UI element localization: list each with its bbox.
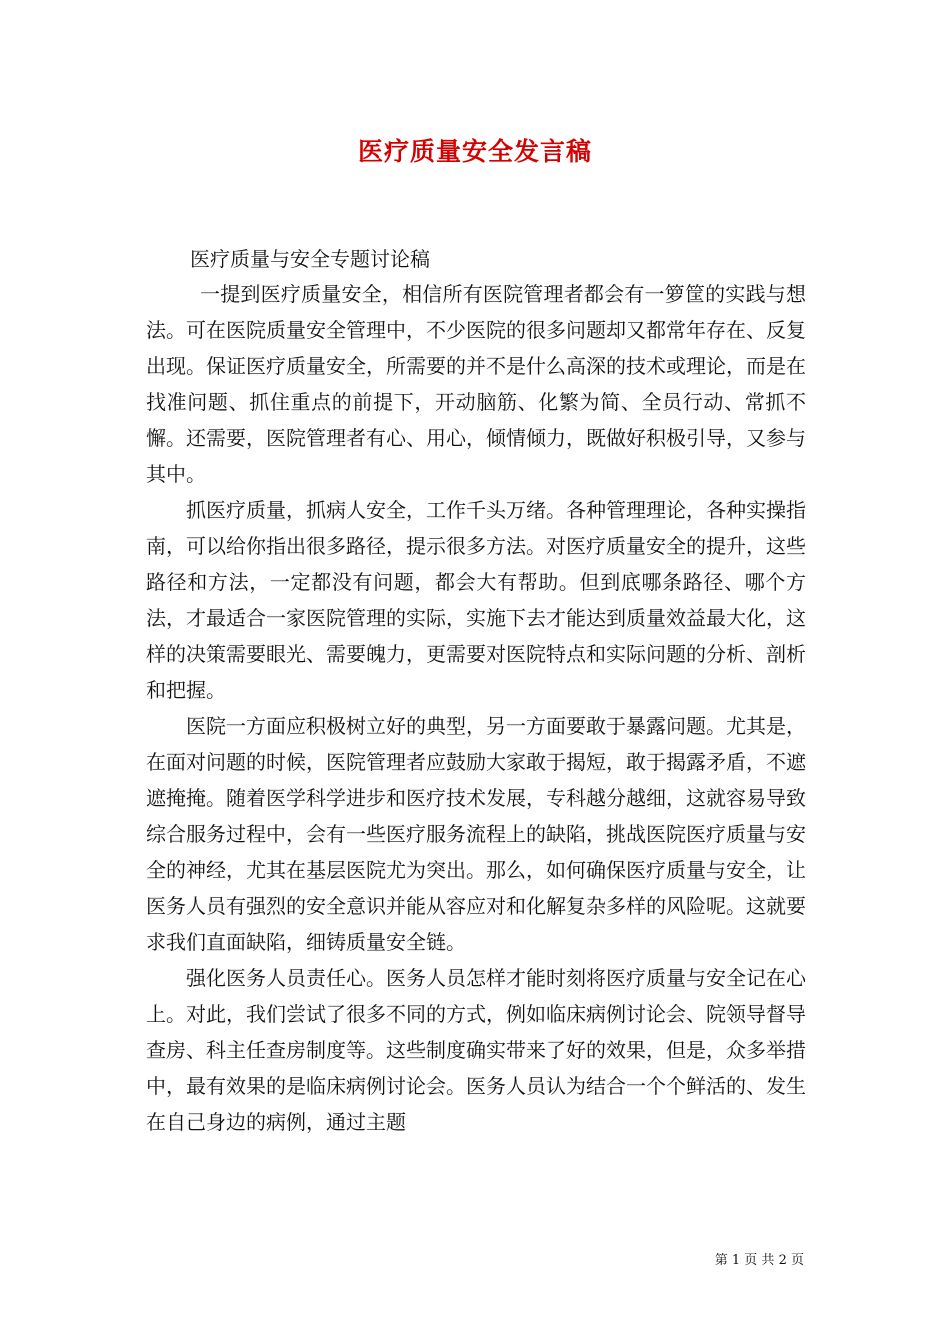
document-title: 医疗质量安全发言稿 <box>357 137 592 166</box>
footer-middle: 页 共 <box>744 1253 775 1268</box>
document-subtitle: 医疗质量与安全专题讨论稿 <box>190 247 430 271</box>
footer-current-page: 1 <box>731 1253 741 1268</box>
paragraph-3: 医院一方面应积极树立好的典型，另一方面要敢于暴露问题。尤其是，在面对问题的时候，医院管理者应鼓励大家敢于揭短，敢于揭露矛盾，不遮遮掩掩。随着医学科学进步和医疗技术发展，专科越分越细，这就容易导致综合服务过程中，会有一些医疗服务流程上的缺陷，挑战医院医疗质量与安全的神经，尤其在基层医院尤为突出。那么，如何确保医疗质量与安全，让医务人员有强烈的安全意识并能从容应对和化解复杂多样的风险呢。这就要求我们直面缺陷，细铸质量安全链。 <box>146 714 806 954</box>
page-number-footer <box>715 1249 804 1268</box>
footer-suffix: 页 <box>790 1253 804 1268</box>
paragraph-2: 抓医疗质量，抓病人安全，工作千头万绪。各种管理理论，各种实操指南，可以给你指出很多路径，提示很多方法。对医疗质量安全的提升，这些路径和方法，一定都没有问题，都会大有帮助。但到底哪条路径、哪个方法，才最适合一家医院管理的实际，实施下去才能达到质量效益最大化，这样的决策需要眼光、需要魄力，更需要对医院特点和实际问题的分析、剖析和把握。 <box>146 498 806 702</box>
paragraph-4: 强化医务人员责任心。医务人员怎样才能时刻将医疗质量与安全记在心上。对此，我们尝试了很多不同的方式，例如临床病例讨论会、院领导督导查房、科主任查房制度等。这些制度确实带来了好的效果，但是，众多举措中，最有效果的是临床病例讨论会。医务人员认为结合一个个鲜活的、发生在自己身边的病例，通过主题 <box>146 966 806 1134</box>
document-body <box>146 276 806 1140</box>
footer-prefix: 第 <box>714 1253 728 1268</box>
paragraph-1: 一提到医疗质量安全，相信所有医院管理者都会有一箩筐的实践与想法。可在医院质量安全管理中，不少医院的很多问题却又都常年存在、反复出现。保证医疗质量安全，所需要的并不是什么高深的技术或理论，而是在找准问题、抓住重点的前提下，开动脑筋、化繁为简、全员行动、常抓不懈。还需要，医院管理者有心、用心，倾情倾力，既做好积极引导，又参与其中。 <box>146 282 806 486</box>
footer-total-pages: 2 <box>778 1253 787 1268</box>
